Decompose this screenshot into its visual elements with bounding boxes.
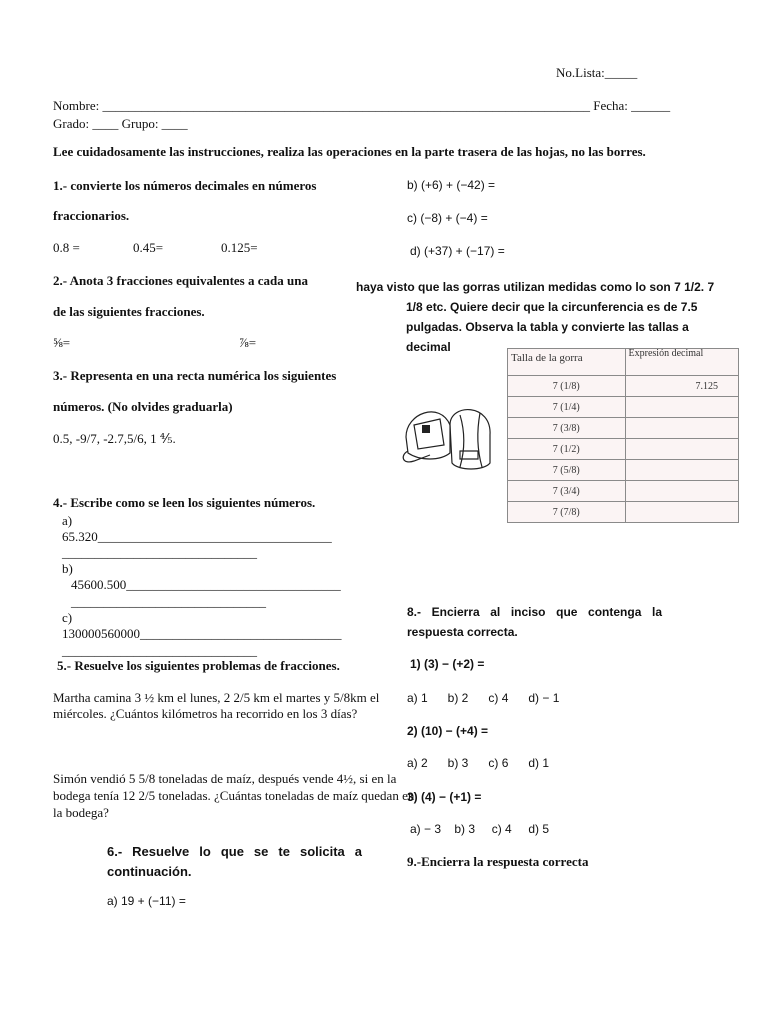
q4-a-label: a)	[62, 513, 73, 528]
table-cell: 7 (1/8)	[508, 376, 626, 397]
table-row	[508, 376, 739, 397]
caps-instructions	[356, 277, 721, 357]
q8-item-2: 2) (10) − (+4) =	[407, 724, 489, 738]
q6-item-a: a) 19 + (−11) =	[107, 894, 186, 908]
q8-item-2-options: a) 2 b) 3 c) 6 d) 1	[407, 756, 550, 770]
q4-a-cont: ______________________________	[62, 545, 257, 560]
q4-c-line: 130000560000_______________________________	[62, 626, 342, 641]
table-cell: 7 (5/8)	[508, 460, 626, 481]
table-cell	[625, 502, 738, 523]
q8-item-1-options: a) 1 b) 2 c) 4 d) − 1	[407, 691, 560, 705]
table-row	[508, 418, 739, 439]
q8-title: 8.- Encierra al inciso que contenga la respuesta correcta.	[407, 605, 662, 639]
q4-b-cont: ______________________________	[71, 594, 266, 609]
table-row	[508, 481, 739, 502]
table-cell	[625, 439, 738, 460]
grade-group-line: Grado: ____ Grupo: ____	[53, 116, 188, 131]
q4-c-label: c)	[62, 610, 73, 625]
table-cell: 7 (3/8)	[508, 418, 626, 439]
operation-b: b) (+6) + (−42) =	[407, 178, 496, 192]
q4-title: 4.- Escribe como se leen los siguientes números.	[53, 495, 316, 510]
q9-title: 9.-Encierra la respuesta correcta	[407, 854, 589, 869]
table-cell	[625, 481, 738, 502]
q4-b-line: 45600.500_________________________________	[71, 577, 341, 592]
table-header-row	[508, 349, 739, 376]
table-cell: 7.125	[625, 376, 738, 397]
q5-problem-2: Simón vendió 5 5/8 toneladas de maíz, después vende 4½, si en la bodega tenía 12 2/5 toneladas. ¿Cuántas toneladas de maíz quedan en la bodega?	[53, 771, 415, 820]
table-cell	[625, 418, 738, 439]
instructions: Lee cuidadosamente las instrucciones, realiza las operaciones en la parte trasera de las hojas, no las borres.	[53, 144, 646, 159]
q1-item: 0.8 =	[53, 240, 80, 255]
q3-title: 3.- Representa en una recta numérica los siguientes	[53, 368, 337, 383]
table-cell: 7 (1/2)	[508, 439, 626, 460]
q2-title: 2.- Anota 3 fracciones equivalentes a cada una	[53, 273, 308, 288]
q2-item: ⅞=	[239, 335, 257, 350]
q4-b-label: b)	[62, 561, 73, 576]
q5-problem-1: Martha camina 3 ½ km el lunes, 2 2/5 km el martes y 5/8km el miércoles. ¿Cuántos kilómetros ha recorrido en los 3 días?	[53, 690, 380, 721]
q2-title-cont: de las siguientes fracciones.	[53, 304, 205, 319]
table-header: Expresión decimal	[625, 349, 738, 376]
cap-size-table	[507, 348, 739, 523]
table-row	[508, 439, 739, 460]
q1-item: 0.125=	[221, 240, 258, 255]
q3-title-cont: números. (No olvides graduarla)	[53, 399, 233, 414]
q8-item-1: 1) (3) − (+2) =	[410, 657, 485, 671]
q1-item: 0.45=	[133, 240, 164, 255]
caps-instructions-text: haya visto que las gorras utilizan medidas como lo son 7 1/2. 7 1/8 etc. Quiere decir que la circunferencia es de 7.5 pulgadas. Observa la tabla y convierte las tallas a decimal	[356, 280, 715, 354]
table-header: Talla de la gorra	[508, 349, 626, 376]
table-cell	[625, 397, 738, 418]
q8-item-3: 3) (4) − (+1) =	[407, 790, 482, 804]
caps-illustration	[400, 395, 495, 475]
table-cell: 7 (1/4)	[508, 397, 626, 418]
table-row	[508, 502, 739, 523]
table-row	[508, 397, 739, 418]
name-date-line: Nombre: ___________________________________________________________________________ Fecha: ______	[53, 98, 671, 113]
operation-d: d) (+37) + (−17) =	[410, 244, 505, 258]
table-cell	[625, 460, 738, 481]
list-number-field: No.Lista:_____	[556, 65, 638, 80]
table-row	[508, 460, 739, 481]
table-cell: 7 (3/4)	[508, 481, 626, 502]
table-cell: 7 (7/8)	[508, 502, 626, 523]
q1-title: 1.- convierte los números decimales en números	[53, 178, 317, 193]
q4-a-line: 65.320____________________________________	[62, 529, 332, 544]
q4-c-cont: ______________________________	[62, 643, 257, 658]
q8-item-3-options: a) − 3 b) 3 c) 4 d) 5	[410, 822, 550, 836]
q3-numbers: 0.5, -9/7, -2.7,5/6, 1 ⅘.	[53, 431, 176, 446]
q1-title-cont: fraccionarios.	[53, 208, 130, 223]
q2-item: ⅝=	[53, 335, 71, 350]
q6-title: 6.- Resuelve lo que se te solicita a continuación.	[107, 844, 362, 879]
q5-title: 5.- Resuelve los siguientes problemas de fracciones.	[57, 658, 340, 673]
operation-c: c) (−8) + (−4) =	[407, 211, 488, 225]
